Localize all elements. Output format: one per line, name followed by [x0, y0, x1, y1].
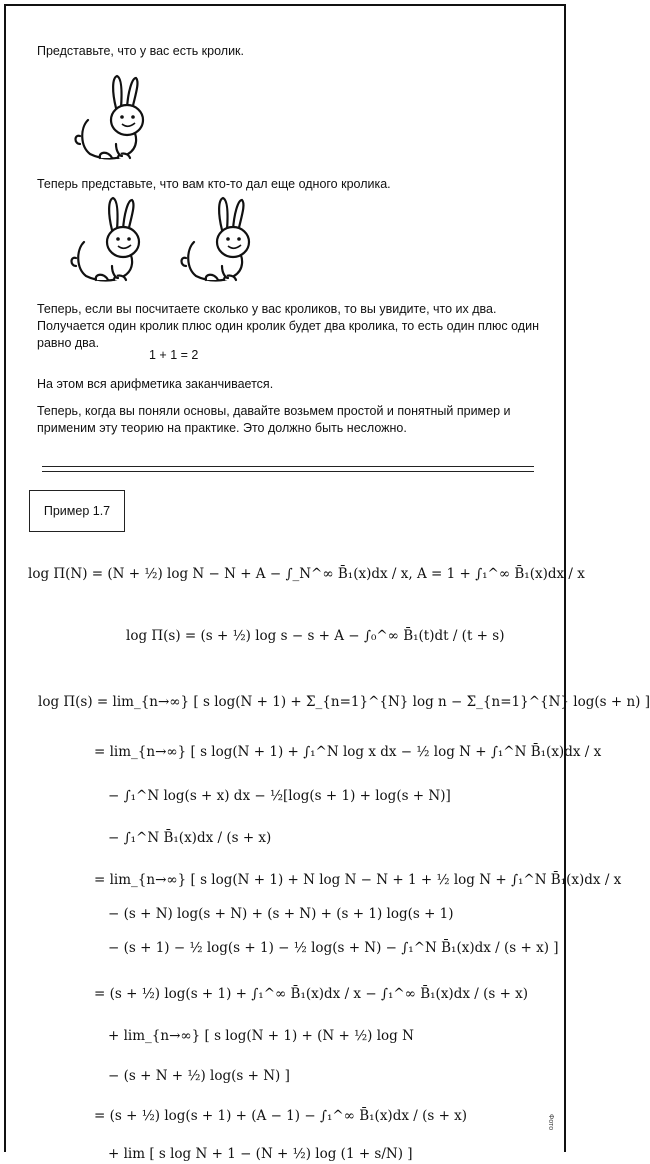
formula-line-5: − ∫₁^N log(s + x) dx − ½[log(s + 1) + log(s + N)] — [108, 788, 451, 804]
simple-equation: 1 + 1 = 2 — [149, 348, 199, 362]
formula-line-1: log Π(N) = (N + ½) log N − N + A − ∫_N^∞ B̄₁(x)dx / x, A = 1 + ∫₁^∞ B̄₁(x)dx / x — [28, 566, 585, 582]
formula-line-8: − (s + N) log(s + N) + (s + N) + (s + 1) log(s + 1) — [108, 906, 454, 922]
story-line-5b: применим эту теорию на практике. Это должно быть несложно. — [37, 421, 407, 435]
formula-line-6: − ∫₁^N B̄₁(x)dx / (s + x) — [108, 830, 272, 846]
story-line-3b: Получается один кролик плюс один кролик будет два кролика, то есть один плюс один — [37, 319, 539, 333]
story-line-2: Теперь представьте, что вам кто-то дал еще одного кролика. — [37, 177, 391, 191]
formula-line-7: = lim_{n→∞} [ s log(N + 1) + N log N − N + 1 + ½ log N + ∫₁^N B̄₁(x)dx / x — [94, 872, 622, 888]
divider-top — [42, 466, 534, 467]
divider-bottom — [42, 471, 534, 472]
example-label: Пример 1.7 — [29, 490, 125, 532]
story-line-3c: равно два. — [37, 336, 100, 350]
rabbit-icon — [68, 196, 148, 286]
formula-line-14: + lim [ s log N + 1 − (N + ½) log (1 + s/N) ] — [108, 1146, 413, 1162]
page-frame — [4, 4, 650, 1162]
rabbit-icon — [72, 74, 152, 164]
story-line-3a: Теперь, если вы посчитаете сколько у вас кроликов, то вы увидите, что их два. — [37, 302, 497, 316]
story-line-4: На этом вся арифметика заканчивается. — [37, 377, 274, 391]
formula-line-10: = (s + ½) log(s + 1) + ∫₁^∞ B̄₁(x)dx / x − ∫₁^∞ B̄₁(x)dx / (s + x) — [94, 986, 529, 1002]
story-line-1: Представьте, что у вас есть кролик. — [37, 44, 245, 58]
formula-line-11: + lim_{n→∞} [ s log(N + 1) + (N + ½) log N — [108, 1028, 414, 1044]
watermark: Фото — [547, 1114, 554, 1131]
formula-line-2: log Π(s) = (s + ½) log s − s + A − ∫₀^∞ B̄₁(t)dt / (t + s) — [126, 628, 505, 644]
formula-line-4: = lim_{n→∞} [ s log(N + 1) + ∫₁^N log x dx − ½ log N + ∫₁^N B̄₁(x)dx / x — [94, 744, 602, 760]
story-line-5a: Теперь, когда вы поняли основы, давайте возьмем простой и понятный пример и — [37, 404, 511, 418]
formula-line-12: − (s + N + ½) log(s + N) ] — [108, 1068, 290, 1084]
rabbit-icon — [178, 196, 258, 286]
formula-line-3: log Π(s) = lim_{n→∞} [ s log(N + 1) + Σ_{n=1}^{N} log n − Σ_{n=1}^{N} log(s + n) ] — [38, 694, 650, 710]
formula-line-9: − (s + 1) − ½ log(s + 1) − ½ log(s + N) − ∫₁^N B̄₁(x)dx / (s + x) ] — [108, 940, 559, 956]
formula-line-13: = (s + ½) log(s + 1) + (A − 1) − ∫₁^∞ B̄₁(x)dx / (s + x) — [94, 1108, 468, 1124]
